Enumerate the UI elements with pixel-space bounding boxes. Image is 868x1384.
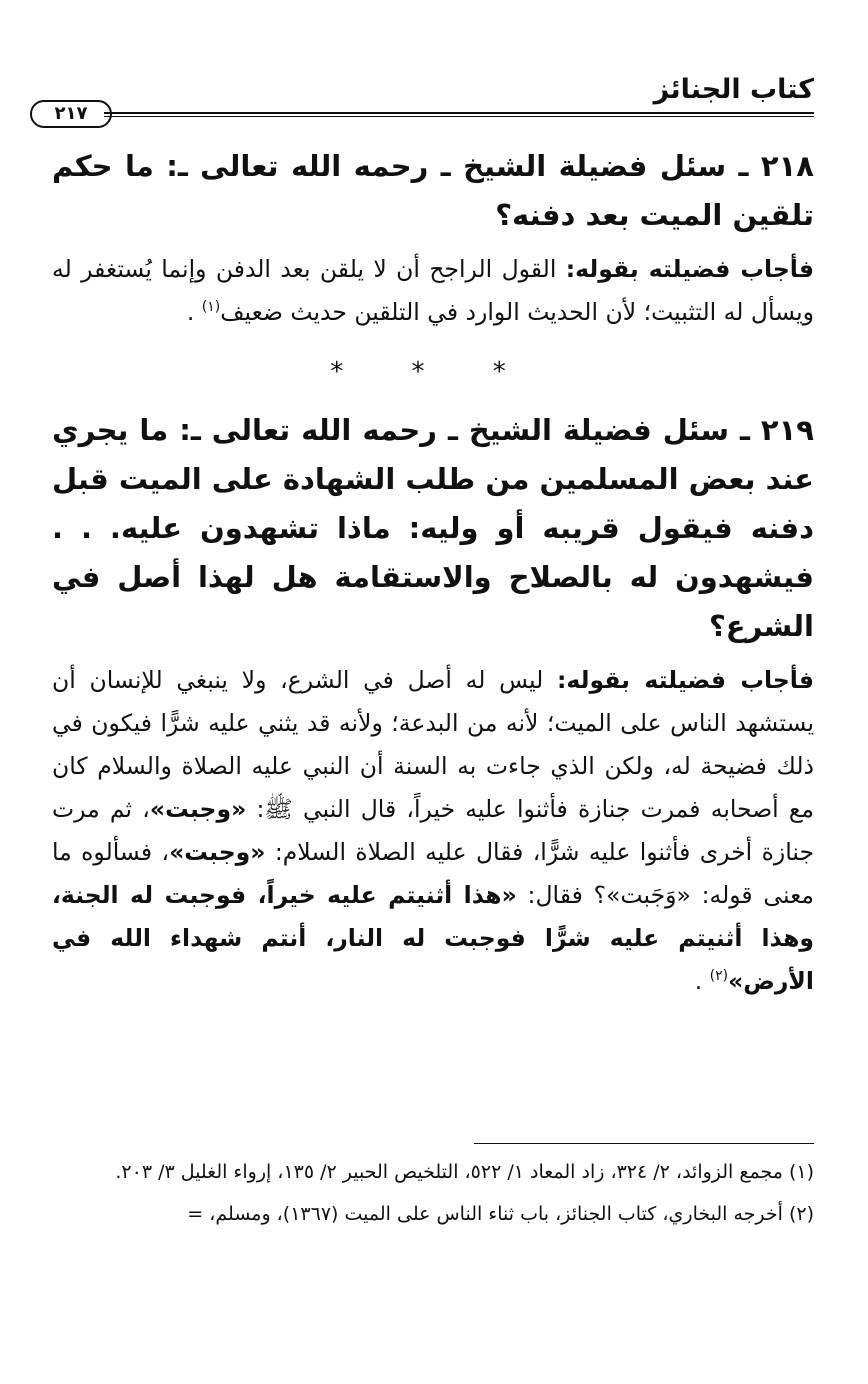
question-219: ٢١٩ ـ سئل فضيلة الشيخ ـ رحمه الله تعالى ـ: ما يجري عند بعض المسلمين من طلب الشهادة على الميت قبل دفنه فيقول قريبه أو وليه: ماذا تشهدون عليه. . . فيشهدون له بالصلاح والاستقامة هل لهذا أصل في الشرع؟ <box>52 413 814 643</box>
hadith-quote: «هذا أثنيتم عليه خيراً، فوجبت له الجنة، وهذا أثنيتم عليه شرًّا فوجبت له النار، أنتم شهداء الله في الأرض» <box>52 881 814 995</box>
answer-text: القول الراجح أن لا يلقن بعد الدفن وإنما يُستغفر له ويسأل له التثبيت؛ لأن الحديث الوارد في التلقين حديث ضعيف <box>52 255 814 326</box>
answer-end: . <box>186 298 202 326</box>
answer-218 <box>52 248 814 334</box>
page-header <box>30 72 814 128</box>
answer-lead: فأجاب فضيلته بقوله: <box>557 666 814 694</box>
footnote-1: (١) مجمع الزوائد، ٢/ ٣٢٤، زاد المعاد ١/ ٥٢٢، التلخيص الحبير ٢/ ١٣٥، إرواء الغليل ٣/ ٢٠٣. <box>115 1161 814 1183</box>
footnote-ref-1[interactable]: (١) <box>201 299 221 316</box>
answer-219 <box>52 659 814 1003</box>
hadith-quote: «وجبت» <box>169 838 266 866</box>
hadith-quote: «وجبت» <box>149 795 247 823</box>
page-number: ٢١٧ <box>30 100 112 128</box>
footnote-ref-2[interactable]: (٢) <box>709 968 729 985</box>
answer-lead: فأجاب فضيلته بقوله: <box>565 255 815 283</box>
page-body <box>52 142 814 1003</box>
footnote-separator <box>474 1143 814 1144</box>
section-separator: * * * <box>330 357 536 387</box>
answer-text: ، ثم مرت جنازة أخرى فأثنوا عليه شرًّا، فقال عليه الصلاة السلام: <box>52 795 815 866</box>
footnotes <box>52 1155 814 1239</box>
answer-text: ليس له أصل في الشرع، ولا ينبغي للإنسان أن يستشهد الناس على الميت؛ لأنه من البدعة؛ ولأنه قد يثني عليه شرًّا فيكون في ذلك فضيحة له، ولكن الذي جاءت به السنة أن النبي عليه الصلاة والسلام كان مع أصحابه فمرت جنازة فأثنوا عليه خيراً، قال النبي ﷺ: <box>52 666 814 823</box>
footnote-2: (٢) أخرجه البخاري، كتاب الجنائز، باب ثناء الناس على الميت (١٣٦٧)، ومسلم، = <box>187 1203 814 1225</box>
running-title: كتاب الجنائز <box>653 74 814 105</box>
answer-end: . <box>694 967 710 995</box>
answer-text: ، فسألوه ما معنى قوله: «وَجَبت»؟ فقال: <box>52 838 815 909</box>
question-218: ٢١٨ ـ سئل فضيلة الشيخ ـ رحمه الله تعالى ـ: ما حكم تلقين الميت بعد دفنه؟ <box>52 149 814 232</box>
header-rule <box>104 112 814 117</box>
